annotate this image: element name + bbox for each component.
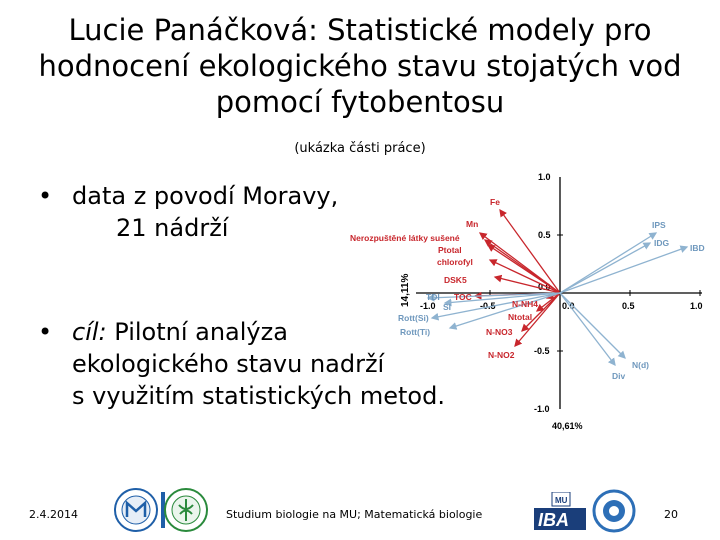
var-label-rott-ti: Rott(Ti) (400, 327, 431, 337)
var-label-toc: TOC (454, 292, 472, 302)
var-label-n-no2: N-NO2 (488, 350, 515, 360)
iba-logo-icon (532, 492, 588, 532)
var-label-n-no3: N-NO3 (486, 327, 513, 337)
footer-date: 2.4.2014 (29, 508, 78, 521)
svg-text:MU: MU (555, 496, 568, 505)
x-tick-label: 1.0 (690, 301, 703, 311)
title-line-2: hodnocení ekologického stavu stojatých vod (38, 49, 682, 83)
bullet-2-line-3: s využitím statistických metod. (72, 382, 445, 410)
y-tick-label: -1.0 (534, 404, 550, 414)
x-tick-label: -0.5 (480, 301, 496, 311)
var-label-rott-si: Rott(Si) (398, 313, 429, 323)
y-axis-label: 14,11% (400, 273, 411, 307)
x-axis-label: 40,61% (552, 421, 583, 431)
x-tick-label: 0.0 (562, 301, 575, 311)
title-line-1: Lucie Panáčková: Statistické modely pro (68, 13, 652, 47)
y-tick-label: -0.5 (534, 346, 550, 356)
bullet-1 (38, 180, 368, 244)
x-tick-label: -1.0 (420, 301, 436, 311)
var-label-mn: Mn (466, 219, 479, 229)
var-label-div: Div (612, 371, 626, 381)
svg-text:IBA: IBA (538, 510, 569, 530)
bullet-2-prefix: cíl: (72, 318, 107, 346)
y-tick-label: 0.0 (538, 282, 551, 292)
page-number: 20 (664, 508, 678, 521)
slide-title (20, 12, 700, 120)
footer-text: Studium biologie na MU; Matematická biologie (226, 508, 483, 521)
y-tick-label: 1.0 (538, 172, 551, 182)
bullet-2-line-2: ekologického stavu nadrží (72, 350, 385, 378)
pca-biplot (340, 163, 720, 435)
y-tick-label: 0.5 (538, 230, 551, 240)
x-tick-label: 0.5 (622, 301, 635, 311)
bullet-1-line-2: 21 nádrží (116, 214, 229, 242)
var-label-ibd: IBD (690, 243, 705, 253)
bullet-2-line-1-rest: Pilotní analýza (106, 318, 288, 346)
var-label-si: SI (443, 302, 452, 312)
var-label-tdi: TDI (426, 292, 440, 302)
var-label-idg: IDG (654, 238, 670, 248)
var-label-n-nh4: N-NH4 (512, 299, 538, 309)
faculty-seal-icon (163, 487, 209, 533)
slide-subtitle: (ukázka části práce) (294, 141, 426, 156)
title-line-3: pomocí fytobentosu (215, 85, 505, 119)
var-label-ips: IPS (652, 220, 666, 230)
var-label-ntotal: Ntotal (508, 312, 533, 322)
var-label-ptotal: Ptotal (438, 245, 462, 255)
university-seal-icon (113, 487, 159, 533)
bullet-dot-icon: • (38, 318, 53, 346)
partner-logos-icon (590, 488, 640, 534)
var-label-nerozpustene: Nerozpuštěné látky sušené (350, 233, 460, 243)
var-label-nd: N(d) (632, 360, 649, 370)
bullet-1-line-1: data z povodí Moravy, (72, 182, 339, 210)
var-label-dsk5: DSK5 (444, 275, 467, 285)
footer (0, 486, 720, 536)
var-label-chlorofyl: chlorofyl (437, 257, 473, 267)
var-label-fe: Fe (490, 197, 500, 207)
bullet-dot-icon: • (38, 182, 53, 210)
